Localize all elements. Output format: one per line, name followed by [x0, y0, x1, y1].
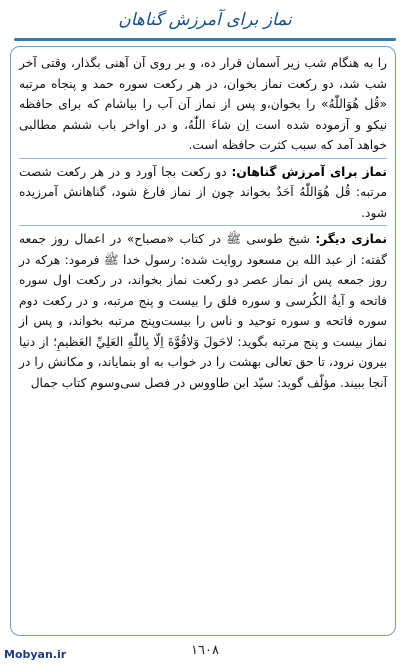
paragraph-3-text: شیخ طوسی ﷺ در کتاب «مصباح» در اعمال روز جمعه گفته: از عبد الله بن مسعود روایت شده: رسول خدا ﷺ فرمود: هرکه در روز جمعه پس از نماز عصر دو رکعت نماز بخواند، در رکعت اول سوره فاتحه و آیةُ الکُرسی و سوره فلق را بیست و پنج مرتبه، و در رکعت دوم سوره فاتحه و سوره توحید و ناس را بیست‌وپنج مرتبه بخواند، و پس از نماز بیست و پنج مرتبه بگوید: لاحَولَ وَلاقُوَّةَ اِلّا بِاللّٰهِ العَلِيِّ العَظیمِ؛ از دنیا بیرون نرود، تا حق تعالی بهشت را در خواب به او بنمایاند، و مکانش را در آنجا ببیند. مؤلّف گوید: سیّد ابن طاووس در فصل سی‌وسوم کتاب جمال: [19, 232, 387, 390]
paragraph-2: [19, 162, 387, 224]
header-rule: [14, 38, 396, 41]
paragraph-2-heading: نماز برای آمرزش گناهان:: [231, 164, 387, 179]
paragraph-3: [19, 229, 387, 393]
divider: [19, 225, 387, 226]
content-box: [10, 46, 396, 636]
paragraph-3-heading: نمازی دیگر:: [315, 232, 387, 246]
site-brand: Mobyan.ir: [4, 648, 67, 661]
header-title: نماز برای آمرزش گناهان: [118, 10, 292, 30]
page-number: ١٦٠٨: [191, 643, 219, 658]
page-header: [8, 6, 402, 42]
divider: [19, 158, 387, 159]
page-frame: [8, 6, 402, 646]
paragraph-1: را به هنگام شب زیر آسمان قرار ده، و بر روی آن آهنی بگذار، وقتی آخر شب شد، دو رکعت نماز بخوان، در هر رکعت سوره حمد و پنجاه مرتبه «قُل هُوَاللّٰهُ» را بخوان،و پس از نماز آن آب را بیاشام که برای حافظه نیکو و آزموده شده است اِن شاءَ اللّٰهُ، و در اواخر باب ششم مطالبی خواهد آمد که سبب کثرت حافظه است.: [19, 56, 387, 152]
paragraph-2-text: دو رکعت بجا آورد و در هر رکعت شصت مرتبه: قُل هُوَاللّٰهُ اَحَدٌ بخواند چون از نماز فارغ شود، گناهانش آمرزیده شود.: [19, 164, 387, 220]
content-text: [19, 53, 387, 393]
